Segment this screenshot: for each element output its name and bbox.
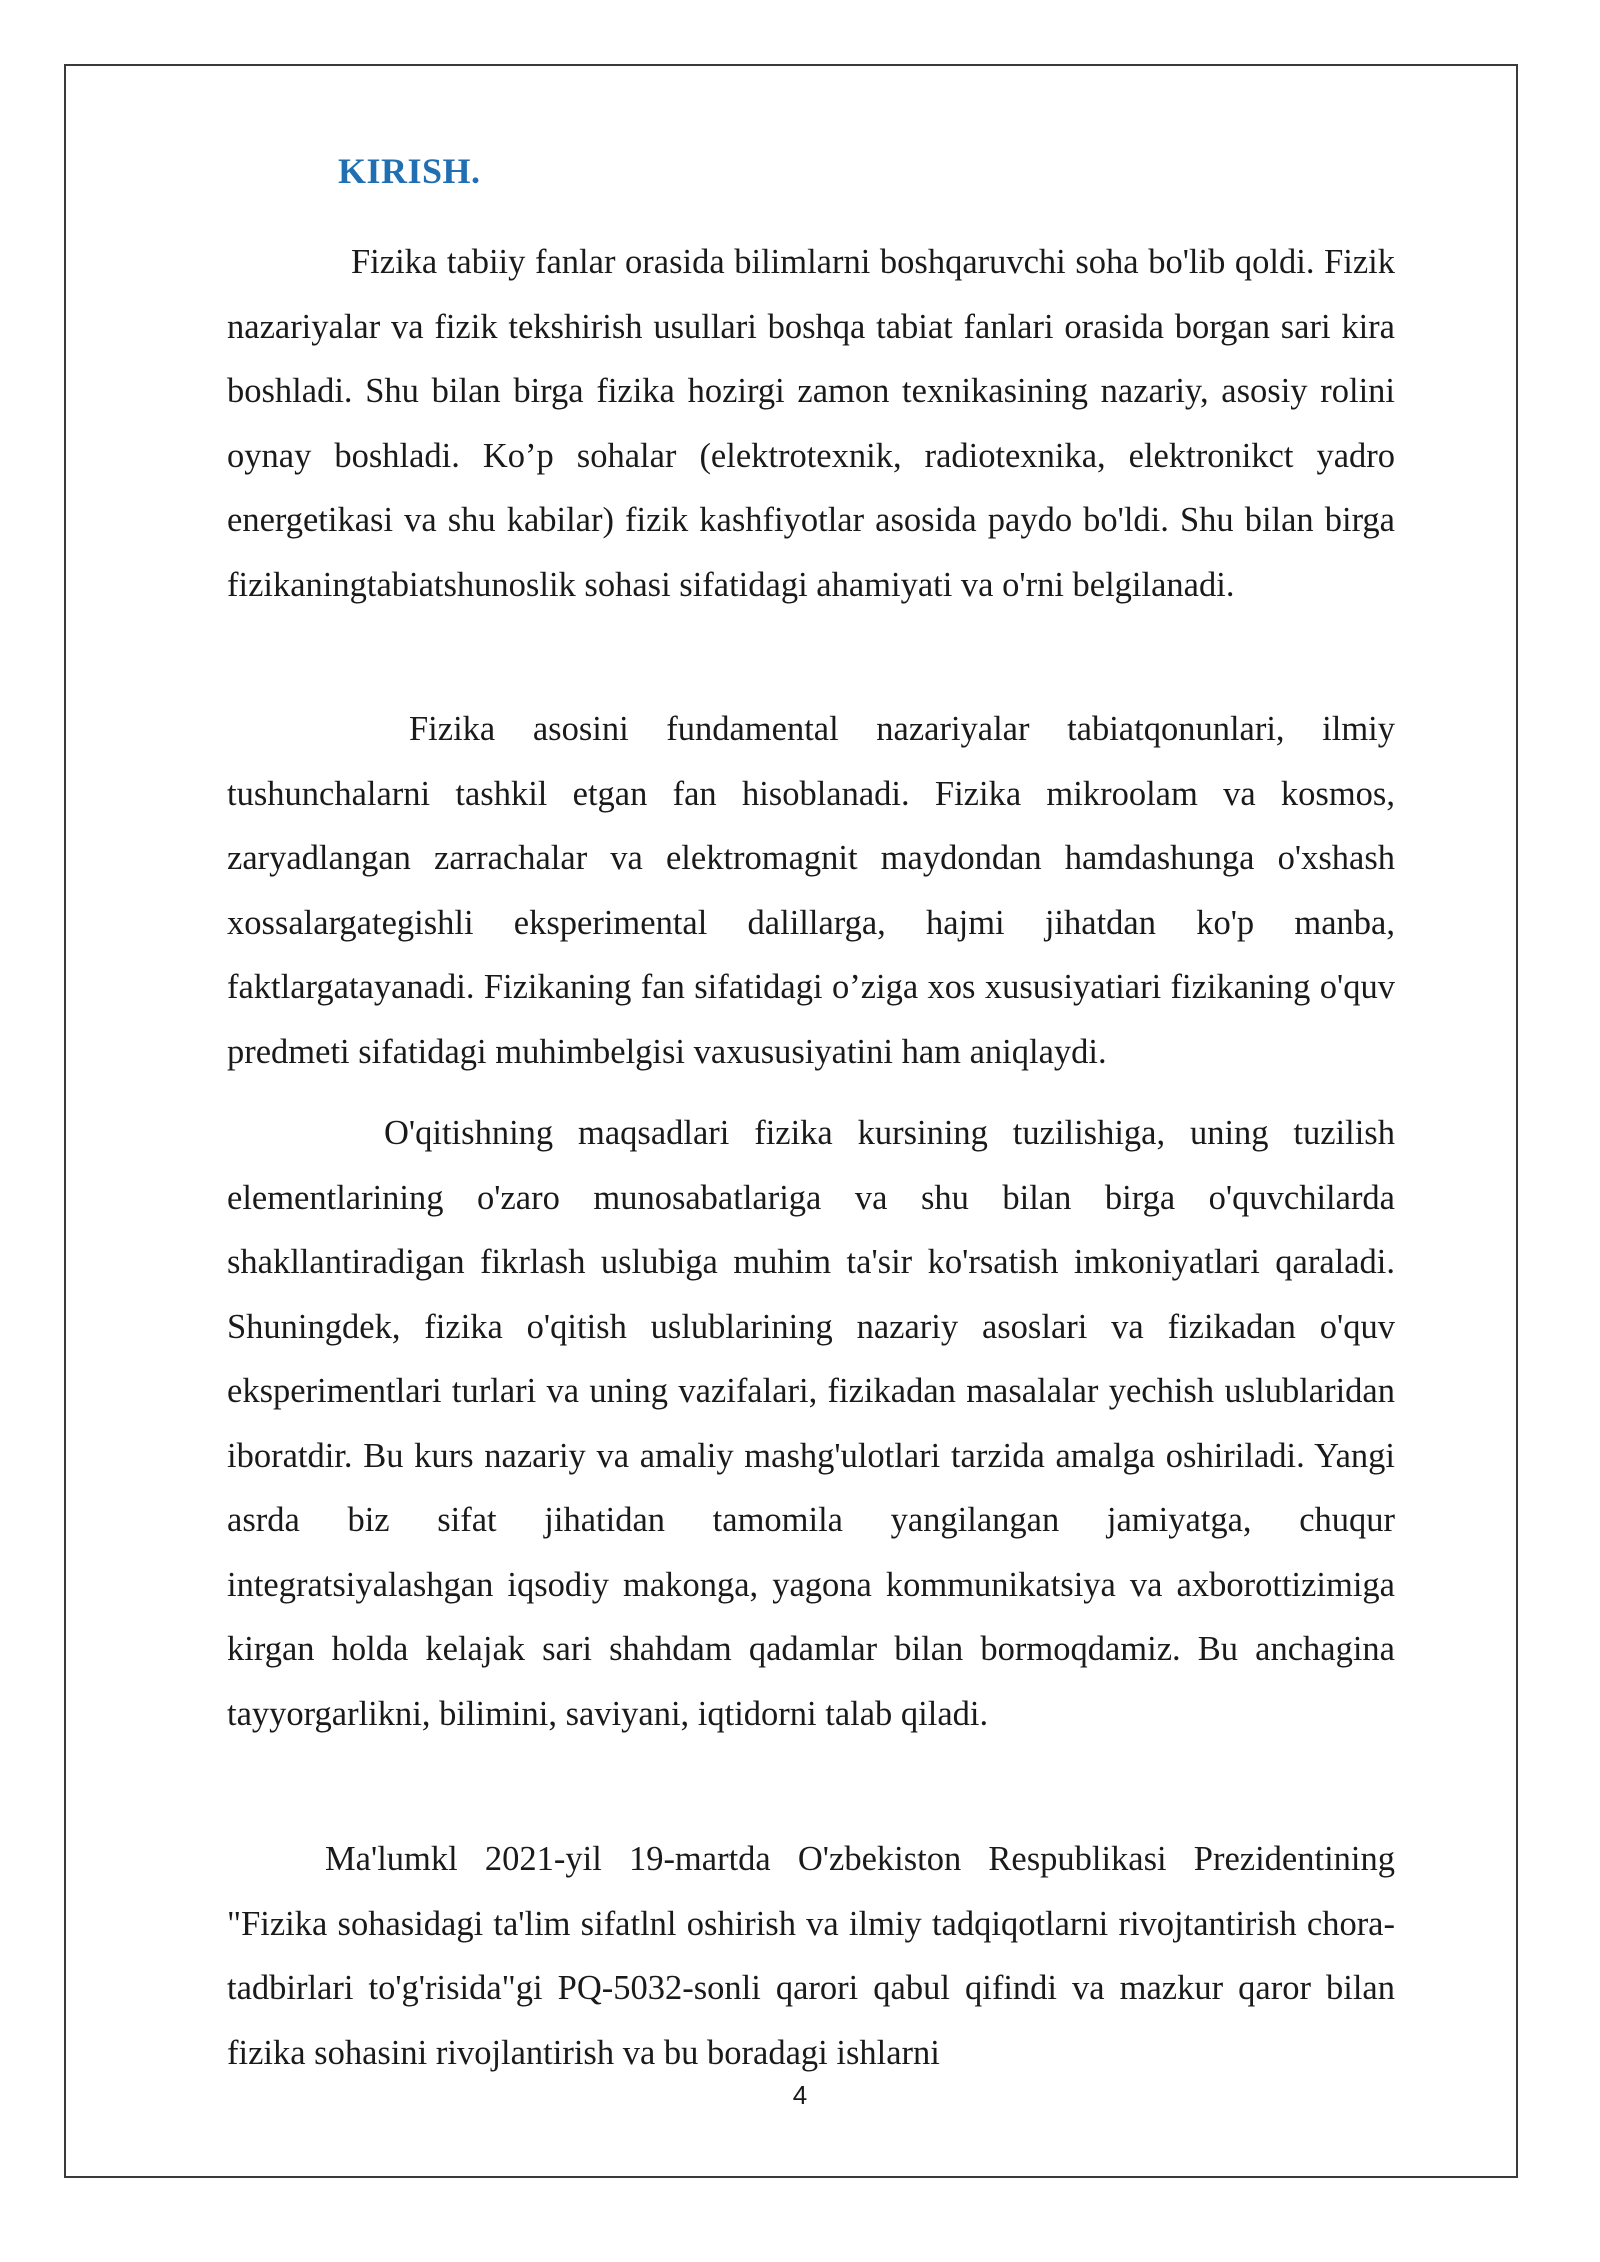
paragraph-3: O'qitishning maqsadlari fizika kursining tuzilishiga, uning tuzilish elementlarining o'zaro munosabatlariga va shu bilan birga o'quvchilarda shakllantiradigan fikrlash uslubiga muhim ta'sir ko'rsatish imkoniyatlari qaraladi. Shuningdek, fizika o'qitish uslublarining nazariy asoslari va fizikadan o'quv eksperimentlari turlari va uning vazifalari, fizikadan masalalar yechish uslublaridan iboratdir. Bu kurs nazariy va amaliy mashg'ulotlari tarzida amalga oshiriladi. Yangi asrda biz sifat jihatidan tamomila yangilangan jamiyatga, chuqur integratsiyalashgan iqsodiy makonga, yagona kommunikatsiya va axborottizimiga kirgan holda kelajak sari shahdam qadamlar bilan bormoqdamiz. Bu anchagina tayyorgarlikni, bilimini, saviyani, iqtidorni talab qiladi. [227,1114,1395,1733]
page-number: 4 [792,2080,808,2110]
section-heading: KIRISH. [338,151,481,191]
paragraph-1: Fizika tabiiy fanlar orasida bilimlarni boshqaruvchi soha bo'lib qoldi. Fizik nazariyalar va fizik tekshirish usullari boshqa tabiat fanlari orasida borgan sari kira boshladi. Shu bilan birga fizika hozirgi zamon texnikasining nazariy, asosiy rolini oynay boshladi. Ko’p sohalar (elektrotexnik, radiotexnika, elektronikct yadro energetikasi va shu kabilar) fizik kashfiyotlar asosida paydo bo'ldi. Shu bilan birga fizikaningtabiatshunoslik sohasi sifatidagi ahamiyati va o'rni belgilanadi. [227,243,1395,604]
paragraph-2: Fizika asosini fundamental nazariyalar tabiatqonunlari, ilmiy tushunchalarni tashkil etgan fan hisoblanadi. Fizika mikroolam va kosmos, zaryadlangan zarrachalar va elektromagnit maydondan hamdashunga o'xshash xossalargategishli eksperimental dalillarga, hajmi jihatdan ko'p manba, faktlargatayanadi. Fizikaning fan sifatidagi o’ziga xos xususiyatiari fizikaning o'quv predmeti sifatidagi muhimbelgisi vaxususiyatini ham aniqlaydi. [227,710,1395,1071]
paragraph-4: Ma'lumkl 2021-yil 19-martda O'zbekiston Respublikasi Prezidentining "Fizika sohasidagi ta'lim sifatlnl oshirish va ilmiy tadqiqotlarni rivojtantirish chora- tadbirlari to'g'risida"gi PQ-5032-sonli qarori qabul qifindi va mazkur qaror bilan fizika sohasini rivojlantirish va bu boradagi ishlarni [227,1840,1395,2072]
